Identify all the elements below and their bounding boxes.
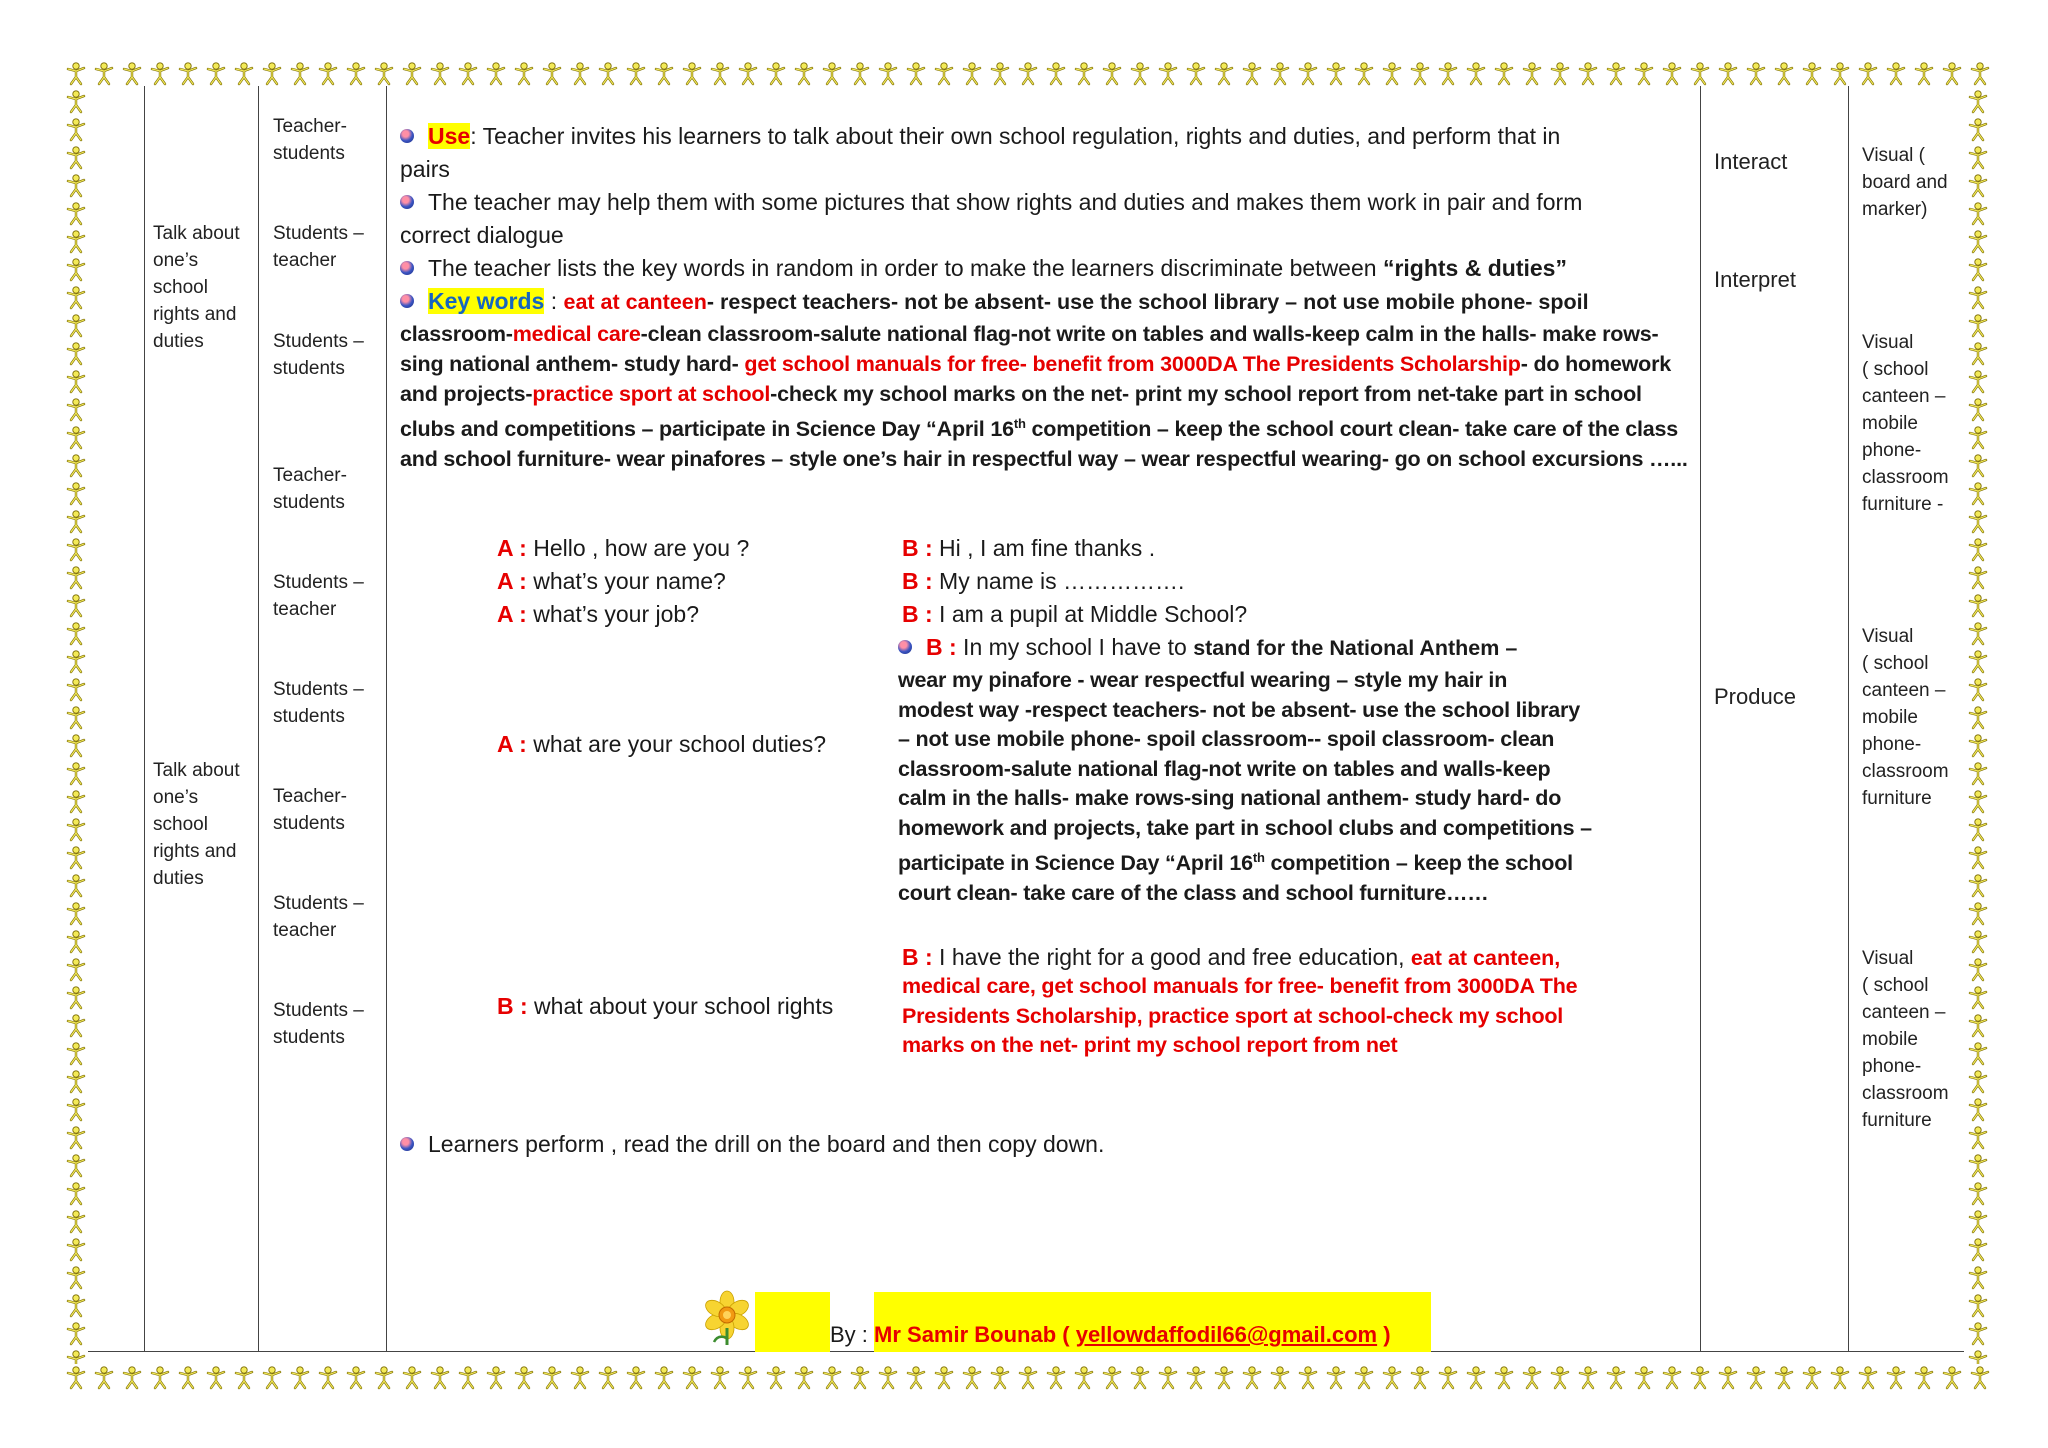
- child-figure-icon: [1490, 60, 1518, 88]
- child-figure-icon: [1964, 340, 1992, 368]
- child-figure-icon: [426, 60, 454, 88]
- child-figure-icon: [62, 340, 90, 368]
- child-figure-icon: [1964, 508, 1992, 536]
- child-figure-icon: [62, 760, 90, 788]
- child-figure-icon: [1964, 788, 1992, 816]
- child-figure-icon: [1964, 256, 1992, 284]
- dialogue-line-a4: A : what are your school duties?: [497, 731, 826, 757]
- interaction-pattern: Teacher- students: [273, 116, 347, 164]
- child-figure-icon: [1964, 536, 1992, 564]
- interaction-pattern: Students – students: [273, 331, 364, 379]
- lists-paragraph: The teacher lists the key words in random in order to make the learners discriminate between “rights & duties”: [400, 252, 1690, 285]
- child-figure-icon: [1964, 200, 1992, 228]
- child-figure-icon: [734, 60, 762, 88]
- child-figure-icon: [678, 1364, 706, 1392]
- child-figure-icon: [1964, 1292, 1992, 1320]
- child-figure-icon: [1966, 60, 1992, 88]
- child-figure-icon: [1518, 60, 1546, 88]
- child-figure-icon: [62, 676, 90, 704]
- child-figure-icon: [62, 1208, 90, 1236]
- child-figure-icon: [1294, 1364, 1322, 1392]
- footer-highlight-block: [755, 1292, 830, 1352]
- child-figure-icon: [650, 60, 678, 88]
- child-figure-icon: [1602, 1364, 1630, 1392]
- child-figure-icon: [1462, 1364, 1490, 1392]
- child-figure-icon: [62, 368, 90, 396]
- child-figure-icon: [734, 1364, 762, 1392]
- child-figure-icon: [1964, 172, 1992, 200]
- child-figure-icon: [1266, 1364, 1294, 1392]
- child-figure-icon: [62, 956, 90, 984]
- child-figure-icon: [1964, 648, 1992, 676]
- child-figure-icon: [62, 648, 90, 676]
- child-figure-icon: [1742, 60, 1770, 88]
- child-figure-icon: [1964, 1152, 1992, 1180]
- child-figure-icon: [62, 256, 90, 284]
- child-figure-icon: [1964, 732, 1992, 760]
- child-figure-icon: [1964, 564, 1992, 592]
- interaction-pattern: Students – teacher: [273, 223, 364, 271]
- child-figure-icon: [62, 1348, 90, 1364]
- child-figure-icon: [370, 1364, 398, 1392]
- child-figure-icon: [1964, 844, 1992, 872]
- child-figure-icon: [1098, 1364, 1126, 1392]
- child-figure-icon: [62, 1096, 90, 1124]
- child-figure-icon: [1714, 60, 1742, 88]
- sphere-bullet-icon: [898, 640, 912, 654]
- child-figure-icon: [398, 60, 426, 88]
- child-figure-icon: [1854, 60, 1882, 88]
- child-figure-icon: [62, 1040, 90, 1068]
- child-figure-icon: [1770, 1364, 1798, 1392]
- child-figure-icon: [1210, 1364, 1238, 1392]
- child-figure-icon: [1434, 60, 1462, 88]
- child-figure-icon: [174, 1364, 202, 1392]
- child-figure-icon: [62, 144, 90, 172]
- child-figure-icon: [62, 536, 90, 564]
- child-figure-icon: [1964, 900, 1992, 928]
- sphere-bullet-icon: [400, 261, 414, 275]
- keywords-label: Key words: [428, 288, 545, 314]
- child-figure-icon: [286, 60, 314, 88]
- child-figure-icon: [1798, 60, 1826, 88]
- child-figure-icon: [1014, 1364, 1042, 1392]
- child-figure-icon: [342, 60, 370, 88]
- author-email-link[interactable]: yellowdaffodil66@gmail.com: [1075, 1322, 1378, 1347]
- child-figure-icon: [1964, 676, 1992, 704]
- child-figure-icon: [62, 1068, 90, 1096]
- child-figure-icon: [1574, 60, 1602, 88]
- interaction-pattern: Students – teacher: [273, 893, 364, 941]
- child-figure-icon: [314, 1364, 342, 1392]
- child-figure-icon: [1014, 60, 1042, 88]
- child-figure-icon: [538, 60, 566, 88]
- child-figure-icon: [622, 1364, 650, 1392]
- child-figure-icon: [706, 60, 734, 88]
- child-figure-icon: [62, 60, 90, 88]
- interaction-pattern: Teacher- students: [273, 465, 347, 513]
- child-figure-icon: [1964, 1124, 1992, 1152]
- child-figure-icon: [1964, 1348, 1992, 1364]
- child-figure-icon: [146, 1364, 174, 1392]
- child-figure-icon: [230, 60, 258, 88]
- child-figure-icon: [1378, 1364, 1406, 1392]
- child-figure-icon: [510, 1364, 538, 1392]
- child-figure-icon: [818, 1364, 846, 1392]
- child-figure-icon: [1964, 480, 1992, 508]
- child-figure-icon: [762, 60, 790, 88]
- child-figure-icon: [482, 1364, 510, 1392]
- materials-group: Visual ( school canteen – mobile phone- classroom furniture: [1862, 948, 1949, 1131]
- table-column-divider: [386, 86, 387, 1352]
- table-column-divider: [1848, 86, 1849, 1352]
- child-figure-icon: [958, 1364, 986, 1392]
- child-figure-icon: [1964, 1208, 1992, 1236]
- child-figure-icon: [1406, 1364, 1434, 1392]
- decorative-border-top: [62, 60, 1992, 88]
- child-figure-icon: [62, 1320, 90, 1348]
- keywords-heading: Key words : eat at canteen- respect teachers- not be absent- use the school library – not use mobile phone- spoil: [400, 285, 1690, 319]
- interaction-pattern: Students – students: [273, 679, 364, 727]
- child-figure-icon: [1182, 60, 1210, 88]
- daffodil-flower-icon: [702, 1290, 752, 1346]
- child-figure-icon: [1658, 60, 1686, 88]
- child-figure-icon: [1964, 88, 1992, 116]
- child-figure-icon: [986, 1364, 1014, 1392]
- table-column-divider: [258, 86, 259, 1352]
- child-figure-icon: [1462, 60, 1490, 88]
- objective-bottom: Talk about one’s school rights and duties: [153, 760, 240, 889]
- child-figure-icon: [1294, 60, 1322, 88]
- child-figure-icon: [230, 1364, 258, 1392]
- child-figure-icon: [286, 1364, 314, 1392]
- child-figure-icon: [1964, 368, 1992, 396]
- child-figure-icon: [62, 1364, 90, 1392]
- child-figure-icon: [62, 788, 90, 816]
- child-figure-icon: [1798, 1364, 1826, 1392]
- child-figure-icon: [62, 564, 90, 592]
- child-figure-icon: [1574, 1364, 1602, 1392]
- child-figure-icon: [62, 844, 90, 872]
- child-figure-icon: [1686, 60, 1714, 88]
- dialogue-line-b1: B : Hi , I am fine thanks .: [902, 535, 1156, 561]
- child-figure-icon: [1964, 1040, 1992, 1068]
- child-figure-icon: [790, 60, 818, 88]
- child-figure-icon: [62, 1236, 90, 1264]
- child-figure-icon: [1938, 1364, 1966, 1392]
- child-figure-icon: [1882, 1364, 1910, 1392]
- child-figure-icon: [1126, 60, 1154, 88]
- child-figure-icon: [398, 1364, 426, 1392]
- child-figure-icon: [90, 1364, 118, 1392]
- child-figure-icon: [1964, 312, 1992, 340]
- child-figure-icon: [1434, 1364, 1462, 1392]
- child-figure-icon: [930, 60, 958, 88]
- dialogue-line-a3: A : what’s your job?: [497, 601, 699, 627]
- child-figure-icon: [958, 60, 986, 88]
- child-figure-icon: [566, 60, 594, 88]
- child-figure-icon: [1964, 424, 1992, 452]
- child-figure-icon: [594, 60, 622, 88]
- child-figure-icon: [62, 396, 90, 424]
- child-figure-icon: [454, 60, 482, 88]
- child-figure-icon: [986, 60, 1014, 88]
- child-figure-icon: [1630, 60, 1658, 88]
- child-figure-icon: [622, 60, 650, 88]
- child-figure-icon: [482, 60, 510, 88]
- child-figure-icon: [902, 1364, 930, 1392]
- child-figure-icon: [1042, 1364, 1070, 1392]
- child-figure-icon: [202, 1364, 230, 1392]
- child-figure-icon: [874, 1364, 902, 1392]
- objective-top: Talk about one’s school rights and duties: [153, 223, 240, 352]
- dialogue-line-b2: B : My name is …………….: [902, 568, 1185, 594]
- help-paragraph: The teacher may help them with some pictures that show rights and duties and makes them work in pair and form: [400, 186, 1690, 219]
- decorative-border-bottom: [62, 1364, 1992, 1392]
- child-figure-icon: [1854, 1364, 1882, 1392]
- child-figure-icon: [510, 60, 538, 88]
- child-figure-icon: [258, 1364, 286, 1392]
- dialogue-line-b5-question: B : what about your school rights: [497, 993, 834, 1019]
- child-figure-icon: [1826, 60, 1854, 88]
- child-figure-icon: [1910, 1364, 1938, 1392]
- dialogue-b4-continued: wear my pinafore - wear respectful wearing – style my hair in modest way -respect teachers- not be absent- use the school library – not use mobile phone- spoil classroom-- spoil classroom- clean classroom-salute national flag-not write on tables and walls-keep calm in the halls- make rows-sing national anthem- study hard- do homework and projects, take part in school clubs and competitions – participate in Science Day “April 16th competition – keep the school court clean- take care of the class and school furniture……: [898, 668, 1592, 905]
- child-figure-icon: [594, 1364, 622, 1392]
- child-figure-icon: [1964, 1180, 1992, 1208]
- child-figure-icon: [258, 60, 286, 88]
- child-figure-icon: [762, 1364, 790, 1392]
- decorative-border-right: [1964, 88, 1992, 1364]
- child-figure-icon: [118, 1364, 146, 1392]
- child-figure-icon: [1964, 1068, 1992, 1096]
- child-figure-icon: [1238, 1364, 1266, 1392]
- stage-produce: Produce: [1714, 684, 1796, 709]
- use-label: Use: [428, 123, 471, 149]
- child-figure-icon: [1964, 760, 1992, 788]
- child-figure-icon: [62, 508, 90, 536]
- child-figure-icon: [62, 424, 90, 452]
- keywords-list: classroom-medical care-clean classroom-salute national flag-not write on tables and walls-keep calm in the halls- make rows- sing national anthem- study hard- get school manuals for free- benefit from 3000DA The Presidents Scholarship- do homework and projects-practice sport at school-check my school marks on the net- print my school report from net-take part in school clubs and competitions – participate in Science Day “April 16th competition – keep the school court clean- take care of the class and school furniture- wear pinafores – style one’s hair in respectful way – wear respectful wearing- go on school excursions …...: [400, 322, 1688, 472]
- child-figure-icon: [1378, 60, 1406, 88]
- child-figure-icon: [1490, 1364, 1518, 1392]
- child-figure-icon: [1350, 1364, 1378, 1392]
- child-figure-icon: [1154, 60, 1182, 88]
- child-figure-icon: [62, 228, 90, 256]
- child-figure-icon: [1770, 60, 1798, 88]
- interaction-pattern: Teacher- students: [273, 786, 347, 834]
- child-figure-icon: [454, 1364, 482, 1392]
- child-figure-icon: [62, 116, 90, 144]
- interaction-pattern: Students – teacher: [273, 572, 364, 620]
- child-figure-icon: [1322, 60, 1350, 88]
- author-credit: By : Mr Samir Bounab ( yellowdaffodil66@gmail.com ): [830, 1322, 1391, 1347]
- child-figure-icon: [1546, 1364, 1574, 1392]
- child-figure-icon: [62, 732, 90, 760]
- child-figure-icon: [62, 928, 90, 956]
- child-figure-icon: [1070, 60, 1098, 88]
- child-figure-icon: [1546, 60, 1574, 88]
- child-figure-icon: [62, 1152, 90, 1180]
- child-figure-icon: [62, 592, 90, 620]
- child-figure-icon: [1210, 60, 1238, 88]
- child-figure-icon: [1964, 284, 1992, 312]
- child-figure-icon: [1042, 60, 1070, 88]
- sphere-bullet-icon: [400, 129, 414, 143]
- child-figure-icon: [62, 872, 90, 900]
- child-figure-icon: [902, 60, 930, 88]
- child-figure-icon: [1964, 620, 1992, 648]
- child-figure-icon: [62, 284, 90, 312]
- child-figure-icon: [1322, 1364, 1350, 1392]
- child-figure-icon: [1182, 1364, 1210, 1392]
- child-figure-icon: [1154, 1364, 1182, 1392]
- materials-group: Visual ( school canteen – mobile phone- classroom furniture -: [1862, 332, 1949, 515]
- child-figure-icon: [1964, 1096, 1992, 1124]
- child-figure-icon: [1964, 1320, 1992, 1348]
- child-figure-icon: [1964, 816, 1992, 844]
- child-figure-icon: [1238, 60, 1266, 88]
- child-figure-icon: [1938, 60, 1966, 88]
- child-figure-icon: [930, 1364, 958, 1392]
- child-figure-icon: [818, 60, 846, 88]
- dialogue-line-b5: B : I have the right for a good and free education, eat at canteen,: [902, 944, 1561, 970]
- child-figure-icon: [1602, 60, 1630, 88]
- child-figure-icon: [62, 452, 90, 480]
- sphere-bullet-icon: [400, 1137, 414, 1151]
- child-figure-icon: [1714, 1364, 1742, 1392]
- child-figure-icon: [62, 480, 90, 508]
- child-figure-icon: [62, 900, 90, 928]
- perform-paragraph: Learners perform , read the drill on the board and then copy down.: [400, 1128, 1104, 1161]
- child-figure-icon: [62, 1124, 90, 1152]
- child-figure-icon: [1964, 872, 1992, 900]
- table-column-divider: [1700, 86, 1701, 1352]
- child-figure-icon: [62, 620, 90, 648]
- child-figure-icon: [1964, 956, 1992, 984]
- sphere-bullet-icon: [400, 195, 414, 209]
- child-figure-icon: [62, 88, 90, 116]
- child-figure-icon: [706, 1364, 734, 1392]
- interaction-pattern: Students – students: [273, 1000, 364, 1048]
- dialogue-b5-rights: medical care, get school manuals for free- benefit from 3000DA The Presidents Scholarship, practice sport at school-check my school marks on the net- print my school report from net: [902, 974, 1578, 1057]
- child-figure-icon: [1630, 1364, 1658, 1392]
- child-figure-icon: [62, 984, 90, 1012]
- child-figure-icon: [566, 1364, 594, 1392]
- procedure-text: Use: Teacher invites his learners to talk about their own school regulation, rights and duties, and perform that in pairs The teacher may help them with some pictures that show rights and duties and makes them work in pair and form correct dialogue The teacher lists the key words in random in order to make the learners discriminate between “rights & duties” Key words : eat at canteen- respect teachers- not be absent- use the school library – not use mobile phone- spoil classroom-medical care-clean classroom-salute national flag-not write on tables and walls-keep calm in the halls- make rows- sing national anthem- study hard- get school manuals for free- benefit from 3000DA The Presidents Scholarship- do homework and projects-practice sport at school-check my school marks on the net- print my school report from net-take part in school clubs and competitions – participate in Science Day “April 16th competition – keep the school court clean- take care of the class and school furniture- wear pinafores – style one’s hair in respectful way – wear respectful wearing- go on school excursions …...: [400, 120, 1690, 474]
- use-paragraph: Use: Teacher invites his learners to talk about their own school regulation, rights and duties, and perform that in: [400, 120, 1690, 153]
- child-figure-icon: [62, 704, 90, 732]
- child-figure-icon: [1406, 60, 1434, 88]
- child-figure-icon: [1964, 928, 1992, 956]
- table-column-divider: [144, 86, 145, 1352]
- child-figure-icon: [650, 1364, 678, 1392]
- child-figure-icon: [1350, 60, 1378, 88]
- child-figure-icon: [1966, 1364, 1992, 1392]
- child-figure-icon: [1098, 60, 1126, 88]
- child-figure-icon: [1070, 1364, 1098, 1392]
- materials-group: Visual ( board and marker): [1862, 145, 1948, 220]
- child-figure-icon: [538, 1364, 566, 1392]
- child-figure-icon: [1964, 116, 1992, 144]
- child-figure-icon: [202, 60, 230, 88]
- child-figure-icon: [62, 1292, 90, 1320]
- child-figure-icon: [1964, 1012, 1992, 1040]
- stage-interact: Interact: [1714, 149, 1788, 174]
- child-figure-icon: [146, 60, 174, 88]
- child-figure-icon: [846, 1364, 874, 1392]
- child-figure-icon: [1964, 452, 1992, 480]
- child-figure-icon: [874, 60, 902, 88]
- child-figure-icon: [62, 1012, 90, 1040]
- child-figure-icon: [174, 60, 202, 88]
- child-figure-icon: [314, 60, 342, 88]
- child-figure-icon: [62, 1264, 90, 1292]
- child-figure-icon: [1964, 704, 1992, 732]
- child-figure-icon: [1126, 1364, 1154, 1392]
- child-figure-icon: [118, 60, 146, 88]
- child-figure-icon: [1882, 60, 1910, 88]
- child-figure-icon: [62, 1180, 90, 1208]
- child-figure-icon: [1964, 592, 1992, 620]
- child-figure-icon: [62, 816, 90, 844]
- materials-group: Visual ( school canteen – mobile phone- classroom furniture: [1862, 626, 1949, 809]
- child-figure-icon: [678, 60, 706, 88]
- child-figure-icon: [1964, 228, 1992, 256]
- child-figure-icon: [1964, 1236, 1992, 1264]
- dialogue-line-a1: A : Hello , how are you ?: [497, 535, 750, 561]
- child-figure-icon: [1266, 60, 1294, 88]
- child-figure-icon: [1910, 60, 1938, 88]
- child-figure-icon: [62, 312, 90, 340]
- sphere-bullet-icon: [400, 294, 414, 308]
- decorative-border-left: [62, 88, 90, 1364]
- dialogue-line-b4: B : In my school I have to stand for the National Anthem –: [898, 631, 1517, 665]
- stage-interpret: Interpret: [1714, 267, 1796, 292]
- child-figure-icon: [1964, 984, 1992, 1012]
- dialogue-line-b3: B : I am a pupil at Middle School?: [902, 601, 1248, 627]
- child-figure-icon: [790, 1364, 818, 1392]
- child-figure-icon: [1742, 1364, 1770, 1392]
- dialogue-line-a2: A : what’s your name?: [497, 568, 726, 594]
- child-figure-icon: [426, 1364, 454, 1392]
- child-figure-icon: [1686, 1364, 1714, 1392]
- child-figure-icon: [846, 60, 874, 88]
- child-figure-icon: [1658, 1364, 1686, 1392]
- child-figure-icon: [1964, 144, 1992, 172]
- child-figure-icon: [1964, 396, 1992, 424]
- child-figure-icon: [1964, 1264, 1992, 1292]
- child-figure-icon: [1518, 1364, 1546, 1392]
- child-figure-icon: [90, 60, 118, 88]
- child-figure-icon: [342, 1364, 370, 1392]
- child-figure-icon: [62, 172, 90, 200]
- child-figure-icon: [370, 60, 398, 88]
- child-figure-icon: [62, 200, 90, 228]
- child-figure-icon: [1826, 1364, 1854, 1392]
